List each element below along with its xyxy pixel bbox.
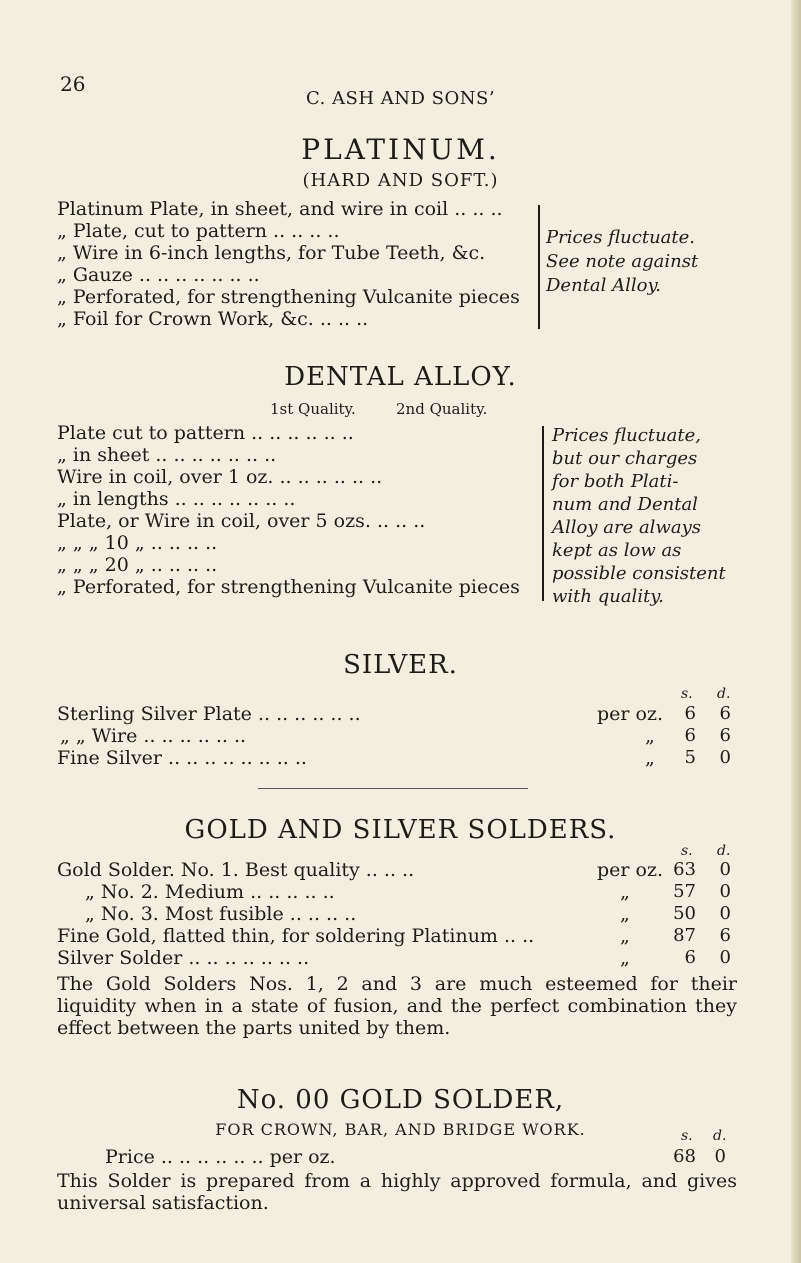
- second-quality-header: 2nd Quality.: [396, 400, 488, 418]
- platinum-note-line: See note against: [546, 251, 699, 272]
- alloy-item: „ „ „ 10 „ .. .. .. ..: [57, 532, 218, 554]
- solder-item-unit: „: [620, 903, 630, 925]
- platinum-title: PLATINUM.: [301, 133, 500, 166]
- page-number: 26: [60, 72, 86, 96]
- alloy-item: „ in sheet .. .. .. .. .. .. ..: [57, 444, 277, 466]
- alloy-item: Wire in coil, over 1 oz. .. .. .. .. .. ..: [57, 466, 383, 488]
- solder-item-name: Silver Solder .. .. .. .. .. .. ..: [57, 947, 310, 969]
- solders-s-header: s.: [681, 843, 693, 859]
- alloy-note-line: for both Plati-: [552, 471, 679, 492]
- silver-item-d: 0: [719, 747, 731, 768]
- solder-item-s: 50: [673, 903, 696, 924]
- silver-item-unit: „: [645, 747, 655, 769]
- solder-item-s: 63: [673, 859, 696, 880]
- silver-item-d: 6: [719, 703, 731, 724]
- no00-subtitle: FOR CROWN, BAR, AND BRIDGE WORK.: [215, 1120, 586, 1139]
- solders-title: GOLD AND SILVER SOLDERS.: [184, 815, 617, 845]
- solder-item-unit: „: [620, 925, 630, 947]
- no00-note: This Solder is prepared from a highly approved formula, and gives universal satisfaction.: [57, 1170, 737, 1214]
- no00-d-header: d.: [713, 1128, 727, 1144]
- solder-item-name: „ No. 3. Most fusible .. .. .. ..: [85, 903, 357, 925]
- solder-item-unit: „: [620, 881, 630, 903]
- platinum-note-line: Dental Alloy.: [546, 275, 661, 296]
- platinum-item: Platinum Plate, in sheet, and wire in coil .. .. ..: [57, 198, 503, 220]
- silver-item-s: 6: [684, 703, 696, 724]
- no00-price-d: 0: [714, 1146, 726, 1167]
- solder-item-name: „ No. 2. Medium .. .. .. .. ..: [85, 881, 335, 903]
- solders-note: The Gold Solders Nos. 1, 2 and 3 are much esteemed for their liquidity when in a state of fusion, and the perfect combination they effect between the parts united by them.: [57, 973, 737, 1039]
- silver-item-unit: „: [645, 725, 655, 747]
- solder-item-d: 6: [719, 925, 731, 946]
- solder-item-d: 0: [719, 859, 731, 880]
- silver-item-unit: per oz.: [597, 703, 664, 725]
- platinum-item: „ Gauze .. .. .. .. .. .. ..: [57, 264, 260, 286]
- silver-item-d: 6: [719, 725, 731, 746]
- alloy-item: „ Perforated, for strengthening Vulcanite pieces: [57, 576, 520, 598]
- alloy-note-line: with quality.: [552, 586, 664, 607]
- solder-item-s: 87: [673, 925, 696, 946]
- alloy-item: Plate cut to pattern .. .. .. .. .. ..: [57, 422, 354, 444]
- first-quality-header: 1st Quality.: [270, 400, 356, 418]
- solder-item-d: 0: [719, 903, 731, 924]
- solder-item-s: 57: [673, 881, 696, 902]
- silver-item-name: Sterling Silver Plate .. .. .. .. .. ..: [57, 703, 361, 725]
- solder-item-d: 0: [719, 881, 731, 902]
- alloy-note-line: Prices fluctuate,: [552, 425, 702, 446]
- solder-item-name: Gold Solder. No. 1. Best quality .. .. ..: [57, 859, 415, 881]
- solder-item-unit: per oz.: [597, 859, 664, 881]
- silver-s-header: s.: [681, 686, 693, 702]
- no00-title: No. 00 GOLD SOLDER,: [236, 1085, 565, 1115]
- solder-item-unit: „: [620, 947, 630, 969]
- alloy-item: „ „ „ 20 „ .. .. .. ..: [57, 554, 218, 576]
- platinum-brace: [530, 205, 540, 329]
- alloy-note-line: but our charges: [552, 448, 698, 469]
- solder-item-s: 6: [684, 947, 696, 968]
- silver-item-name: Fine Silver .. .. .. .. .. .. .. ..: [57, 747, 307, 769]
- alloy-item: Plate, or Wire in coil, over 5 ozs. .. .. ..: [57, 510, 426, 532]
- silver-d-header: d.: [717, 686, 731, 702]
- solders-d-header: d.: [717, 843, 731, 859]
- platinum-note-line: Prices fluctuate.: [546, 227, 696, 248]
- platinum-item: „ Foil for Crown Work, &c. .. .. ..: [57, 308, 369, 330]
- solder-item-d: 0: [719, 947, 731, 968]
- running-head: C. ASH AND SONS’: [305, 88, 496, 109]
- alloy-brace: [534, 426, 544, 601]
- platinum-item: „ Wire in 6-inch lengths, for Tube Teeth, &c.: [57, 242, 486, 264]
- alloy-note-line: kept as low as: [552, 540, 682, 561]
- no00-price-label: Price .. .. .. .. .. .. per oz.: [105, 1146, 336, 1168]
- no00-price-s: 68: [673, 1146, 696, 1167]
- section-divider: [258, 788, 528, 789]
- alloy-note-line: Alloy are always: [552, 517, 701, 538]
- platinum-item: „ Perforated, for strengthening Vulcanite pieces: [57, 286, 520, 308]
- alloy-item: „ in lengths .. .. .. .. .. .. ..: [57, 488, 296, 510]
- platinum-item: „ Plate, cut to pattern .. .. .. ..: [57, 220, 340, 242]
- platinum-subtitle: (HARD AND SOFT.): [302, 170, 499, 191]
- silver-item-s: 5: [684, 747, 696, 768]
- silver-item-s: 6: [684, 725, 696, 746]
- no00-s-header: s.: [681, 1128, 693, 1144]
- alloy-note-line: num and Dental: [552, 494, 698, 515]
- silver-title: SILVER.: [343, 650, 458, 680]
- silver-item-name: „ „ Wire .. .. .. .. .. ..: [60, 725, 247, 747]
- dental-alloy-title: DENTAL ALLOY.: [284, 362, 517, 392]
- alloy-note-line: possible consistent: [552, 563, 726, 584]
- solder-item-name: Fine Gold, flatted thin, for soldering Platinum .. ..: [57, 925, 535, 947]
